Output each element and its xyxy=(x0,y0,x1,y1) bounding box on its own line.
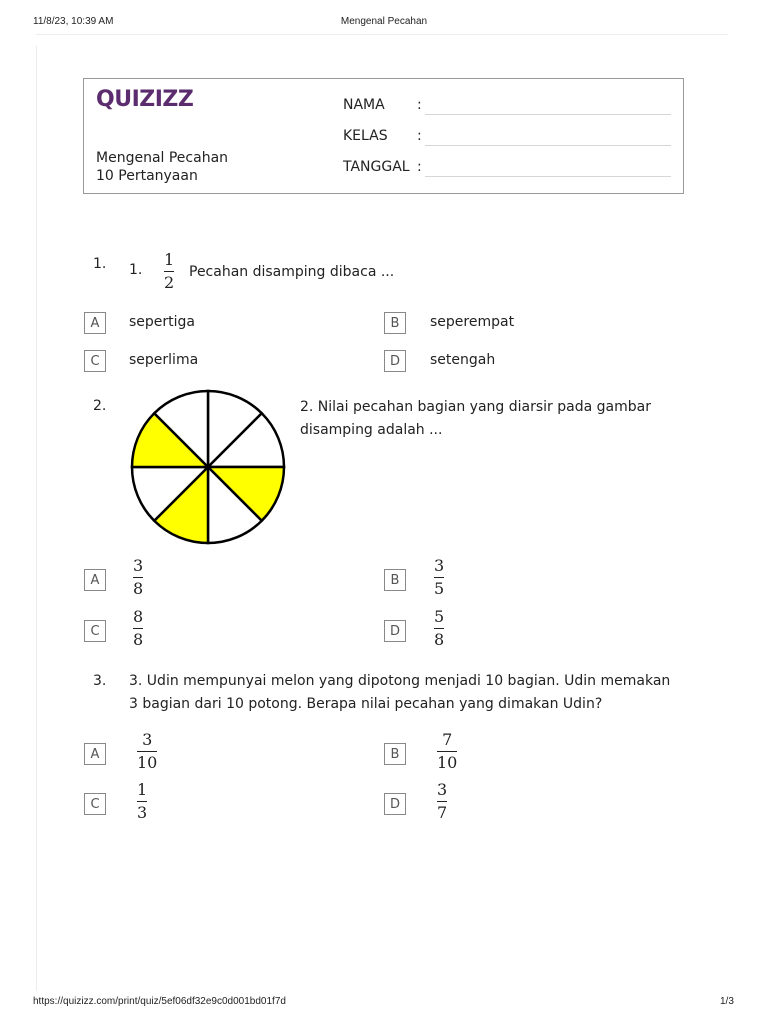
fraction-numerator: 7 xyxy=(442,730,453,749)
fraction-numerator: 5 xyxy=(434,607,445,626)
name-colon: : xyxy=(417,97,422,113)
q3-option-a-box[interactable]: A xyxy=(84,743,106,765)
fraction-bar xyxy=(137,751,157,752)
fraction-bar xyxy=(437,751,457,752)
fraction-bar xyxy=(133,628,143,629)
name-input-line[interactable] xyxy=(425,114,671,115)
q2-option-a-fraction xyxy=(133,557,143,598)
class-input-line[interactable] xyxy=(425,145,671,146)
question-2-number: 2. xyxy=(93,398,107,414)
q1-option-a-box[interactable]: A xyxy=(84,312,106,334)
date-colon: : xyxy=(417,159,422,175)
fraction-bar xyxy=(434,628,444,629)
fraction-bar xyxy=(164,271,174,272)
q3-option-b-fraction xyxy=(437,731,457,772)
question-2-text-line2: disamping adalah ... xyxy=(300,422,443,438)
q2-option-b-box[interactable]: B xyxy=(384,569,406,591)
fraction-denominator: 7 xyxy=(437,803,448,822)
fraction-denominator: 3 xyxy=(137,803,148,822)
fraction-denominator: 10 xyxy=(137,753,158,772)
question-1-fraction xyxy=(164,251,174,292)
q3-option-a-fraction xyxy=(137,731,157,772)
q2-option-d-box[interactable]: D xyxy=(384,620,406,642)
q3-option-d-fraction xyxy=(437,781,447,822)
fraction-denominator: 8 xyxy=(133,630,144,649)
fraction-numerator: 3 xyxy=(133,556,144,575)
question-3-text-line1: 3. Udin mempunyai melon yang dipotong menjadi 10 bagian. Udin memakan xyxy=(129,673,671,689)
q1-option-c-text: seperlima xyxy=(129,352,199,368)
question-1-inline-number: 1. xyxy=(129,262,143,278)
q2-option-c-box[interactable]: C xyxy=(84,620,106,642)
fraction-bar xyxy=(437,801,447,802)
name-label: NAMA xyxy=(343,97,385,113)
q2-option-a-box[interactable]: A xyxy=(84,569,106,591)
fraction-denominator: 10 xyxy=(437,753,458,772)
fraction-numerator: 3 xyxy=(437,780,448,799)
fraction-bar xyxy=(133,577,143,578)
fraction-bar xyxy=(434,577,444,578)
q1-option-d-box[interactable]: D xyxy=(384,350,406,372)
q1-option-a-text: sepertiga xyxy=(129,314,196,330)
page-divider-left xyxy=(36,46,37,991)
class-colon: : xyxy=(417,128,422,144)
fraction-circle-image xyxy=(126,389,290,545)
class-label: KELAS xyxy=(343,128,388,144)
date-label: TANGGAL xyxy=(343,159,410,175)
print-datetime: 11/8/23, 10:39 AM xyxy=(33,16,114,27)
q1-option-b-box[interactable]: B xyxy=(384,312,406,334)
print-page-number: 1/3 xyxy=(720,996,734,1007)
quizizz-logo: QUIZIZZ xyxy=(96,87,194,112)
question-3-text-line2: 3 bagian dari 10 potong. Berapa nilai pecahan yang dimakan Udin? xyxy=(129,696,603,712)
q2-option-c-fraction xyxy=(133,608,143,649)
fraction-numerator: 1 xyxy=(137,780,148,799)
quiz-title: Mengenal Pecahan xyxy=(96,150,229,166)
q1-option-b-text: seperempat xyxy=(430,314,515,330)
q2-option-b-fraction xyxy=(434,557,444,598)
fraction-bar xyxy=(137,801,147,802)
fraction-denominator: 5 xyxy=(434,579,445,598)
question-count: 10 Pertanyaan xyxy=(96,168,198,184)
fraction-numerator: 1 xyxy=(164,250,175,269)
q3-option-d-box[interactable]: D xyxy=(384,793,406,815)
quiz-header-card xyxy=(83,78,684,194)
question-2-text xyxy=(300,396,651,442)
question-2-text-line1: 2. Nilai pecahan bagian yang diarsir pada gambar xyxy=(300,399,651,415)
print-title: Mengenal Pecahan xyxy=(340,16,428,27)
question-3-number: 3. xyxy=(93,673,107,689)
question-1-number: 1. xyxy=(93,256,107,272)
q3-option-c-box[interactable]: C xyxy=(84,793,106,815)
pie-slices xyxy=(132,391,284,543)
quiz-title-block xyxy=(96,149,228,185)
fraction-numerator: 3 xyxy=(434,556,445,575)
q3-option-c-fraction xyxy=(137,781,147,822)
date-input-line[interactable] xyxy=(425,176,671,177)
page-divider-top xyxy=(36,34,728,35)
fraction-numerator: 3 xyxy=(142,730,153,749)
q3-option-b-box[interactable]: B xyxy=(384,743,406,765)
fraction-denominator: 2 xyxy=(164,273,175,292)
q1-option-d-text: setengah xyxy=(430,352,496,368)
q1-option-c-box[interactable]: C xyxy=(84,350,106,372)
fraction-denominator: 8 xyxy=(133,579,144,598)
print-url: https://quizizz.com/print/quiz/5ef06df32e9c0d001bd01f7d xyxy=(33,996,286,1007)
question-1-text: Pecahan disamping dibaca ... xyxy=(189,264,395,280)
fraction-denominator: 8 xyxy=(434,630,445,649)
fraction-numerator: 8 xyxy=(133,607,144,626)
question-3-text xyxy=(129,670,670,716)
q2-option-d-fraction xyxy=(434,608,444,649)
